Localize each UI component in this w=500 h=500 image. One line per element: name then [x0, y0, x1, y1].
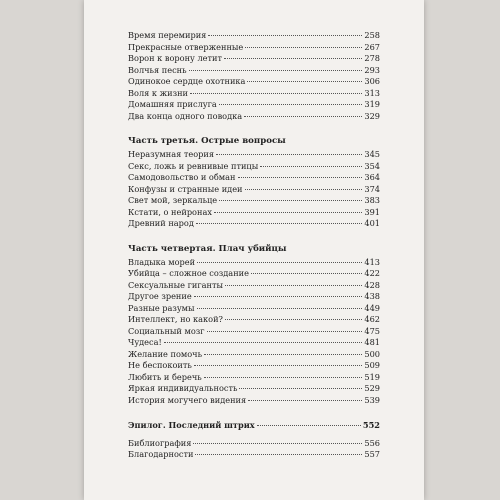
- toc-entry: Яркая индивидуальность 529: [128, 383, 380, 393]
- toc-entry: История могучего видения 539: [128, 394, 380, 405]
- leader-dots: [189, 70, 363, 71]
- leader-dots: [247, 81, 362, 82]
- toc-entry: Кстати, о нейронах 391: [128, 206, 380, 217]
- leader-dots: [248, 400, 362, 401]
- toc-entry: Волчья песнь 293: [128, 64, 380, 75]
- leader-dots: [196, 223, 362, 224]
- table-of-contents: [128, 30, 380, 461]
- leader-dots: [208, 35, 362, 36]
- toc-entry: Разные разумы 449: [128, 302, 380, 313]
- toc-entry: Время перемирия 258: [128, 30, 380, 40]
- toc-entry: Сексуальные гиганты 428: [128, 279, 380, 290]
- leader-dots: [164, 342, 363, 343]
- toc-entry: Самодовольство и обман 364: [128, 172, 380, 182]
- leader-dots: [238, 177, 363, 178]
- leader-dots: [204, 354, 362, 355]
- part-three-list: [128, 149, 380, 230]
- toc-entry: Неразумная теория 345: [128, 149, 380, 159]
- leader-dots: [214, 212, 362, 213]
- part-four-heading: Часть четвертая. Плач убийцы: [128, 243, 287, 254]
- leader-dots: [239, 388, 362, 389]
- toc-entry: Свет мой, зеркальце 383: [128, 195, 380, 205]
- leader-dots: [194, 296, 363, 297]
- toc-entry: Одинокое сердце охотника 306: [128, 76, 380, 86]
- toc-entry: Желание помочь 500: [128, 348, 380, 359]
- book-page: [84, 0, 424, 500]
- leader-dots: [216, 154, 362, 155]
- toc-entry: Древний народ 401: [128, 218, 380, 228]
- part-four-list: [128, 257, 380, 407]
- toc-entry: Чудеса! 481: [128, 337, 380, 347]
- section-two-tail-list: [128, 30, 380, 122]
- back-matter-list: [128, 438, 380, 461]
- toc-entry: Благодарности 557: [128, 449, 380, 459]
- leader-dots: [257, 425, 361, 426]
- leader-dots: [225, 319, 362, 320]
- toc-entry: Конфузы и странные идеи 374: [128, 183, 380, 194]
- toc-entry: Владыка морей 413: [128, 256, 380, 267]
- leader-dots: [193, 443, 362, 444]
- leader-dots: [195, 454, 362, 455]
- leader-dots: [225, 285, 362, 286]
- leader-dots: [219, 200, 362, 201]
- toc-entry: Интеллект, но какой? 462: [128, 314, 380, 324]
- toc-entry: Ворон к ворону летит 278: [128, 53, 380, 63]
- leader-dots: [244, 116, 362, 117]
- toc-entry: Прекрасные отверженные 267: [128, 41, 380, 52]
- leader-dots: [224, 58, 362, 59]
- toc-entry: Воля к жизни 313: [128, 87, 380, 98]
- leader-dots: [207, 331, 363, 332]
- leader-dots: [204, 377, 363, 378]
- toc-entry: Библиография 556: [128, 437, 380, 448]
- toc-entry: Другое зрение 438: [128, 291, 380, 301]
- leader-dots: [190, 93, 362, 94]
- toc-entry: Два конца одного поводка 329: [128, 110, 380, 121]
- leader-dots: [197, 262, 362, 263]
- part-three-heading: Часть третья. Острые вопросы: [128, 136, 286, 146]
- leader-dots: [245, 189, 363, 190]
- toc-entry: Домашняя прислуга 319: [128, 99, 380, 109]
- toc-entry: Секс, ложь и ревнивые птицы 354: [128, 160, 380, 171]
- leader-dots: [219, 104, 363, 105]
- leader-dots: [260, 166, 362, 167]
- leader-dots: [245, 47, 362, 48]
- epilogue-entry: Эпилог. Последний штрих 552: [128, 420, 380, 430]
- leader-dots: [251, 273, 362, 274]
- toc-entry: Социальный мозг 475: [128, 325, 380, 336]
- toc-entry: Убийца – сложное создание 422: [128, 268, 380, 278]
- toc-entry: Не беспокоить 509: [128, 360, 380, 370]
- toc-entry: Любить и беречь 519: [128, 371, 380, 382]
- leader-dots: [197, 308, 363, 309]
- leader-dots: [194, 365, 363, 366]
